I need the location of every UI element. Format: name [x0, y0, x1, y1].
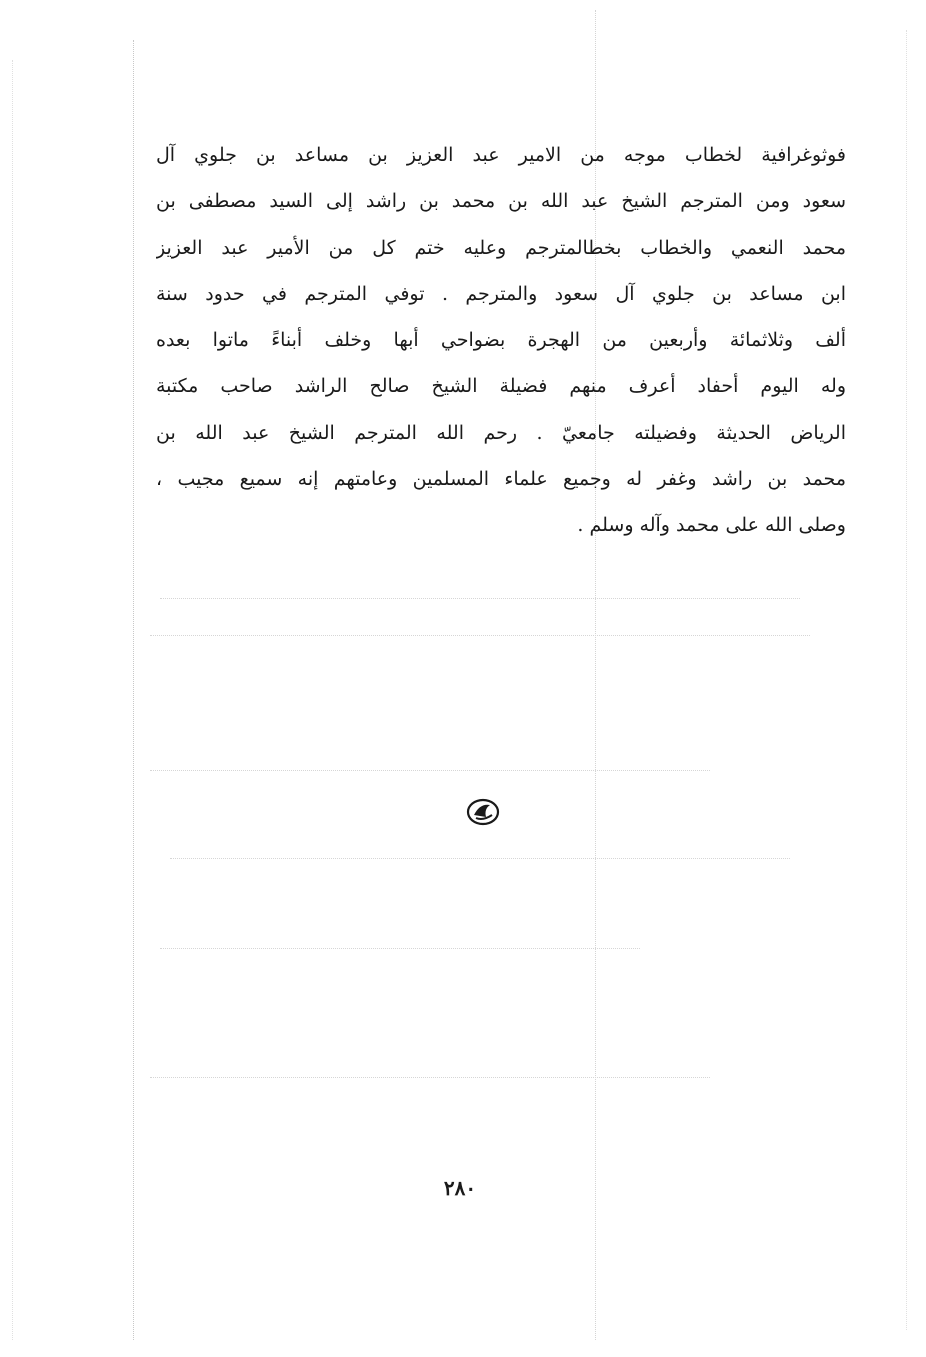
ornament-icon	[466, 797, 500, 827]
text-line: فوثوغرافية لخطاب موجه من الامير عبد العزيز بن مساعد بن جلوي آل	[156, 144, 846, 166]
scan-noise-line	[150, 1077, 710, 1078]
text-line: الرياض الحديثة وفضيلته جامعيّ . رحم الله المترجم الشيخ عبد الله بن	[156, 421, 846, 444]
scan-margin-line	[133, 40, 134, 1340]
text-line: وله اليوم أحفاد أعرف منهم فضيلة الشيخ صالح الراشد صاحب مكتبة	[156, 375, 846, 398]
scan-edge-line-right	[906, 30, 907, 1330]
scan-noise-line	[160, 948, 640, 949]
page-number: ٢٨٠	[443, 1176, 477, 1200]
scan-noise-line	[150, 770, 710, 771]
text-line: سعود ومن المترجم الشيخ عبد الله بن محمد بن راشد إلى السيد مصطفى بن	[156, 190, 846, 213]
text-line: محمد بن راشد وغفر له وجميع علماء المسلمين وعامتهم إنه سميع مجيب ،	[156, 468, 846, 491]
scan-edge-line-left	[12, 60, 13, 1340]
text-line-last: وصلى الله على محمد وآله وسلم .	[577, 514, 846, 537]
scan-noise-line	[150, 635, 810, 636]
text-line: ألف وثلاثمائة وأربعين من الهجرة بضواحي أبها وخلف أبناءً ماتوا بعده	[156, 329, 846, 352]
scan-noise-line	[170, 858, 790, 859]
body-text	[156, 132, 846, 549]
scan-noise-line	[160, 598, 800, 599]
text-line: محمد النعمي والخطاب بخطالمترجم وعليه ختم كل من الأمير عبد العزيز	[156, 236, 846, 259]
text-line: ابن مساعد بن جلوي آل سعود والمترجم . توفي المترجم في حدود سنة	[156, 282, 846, 305]
